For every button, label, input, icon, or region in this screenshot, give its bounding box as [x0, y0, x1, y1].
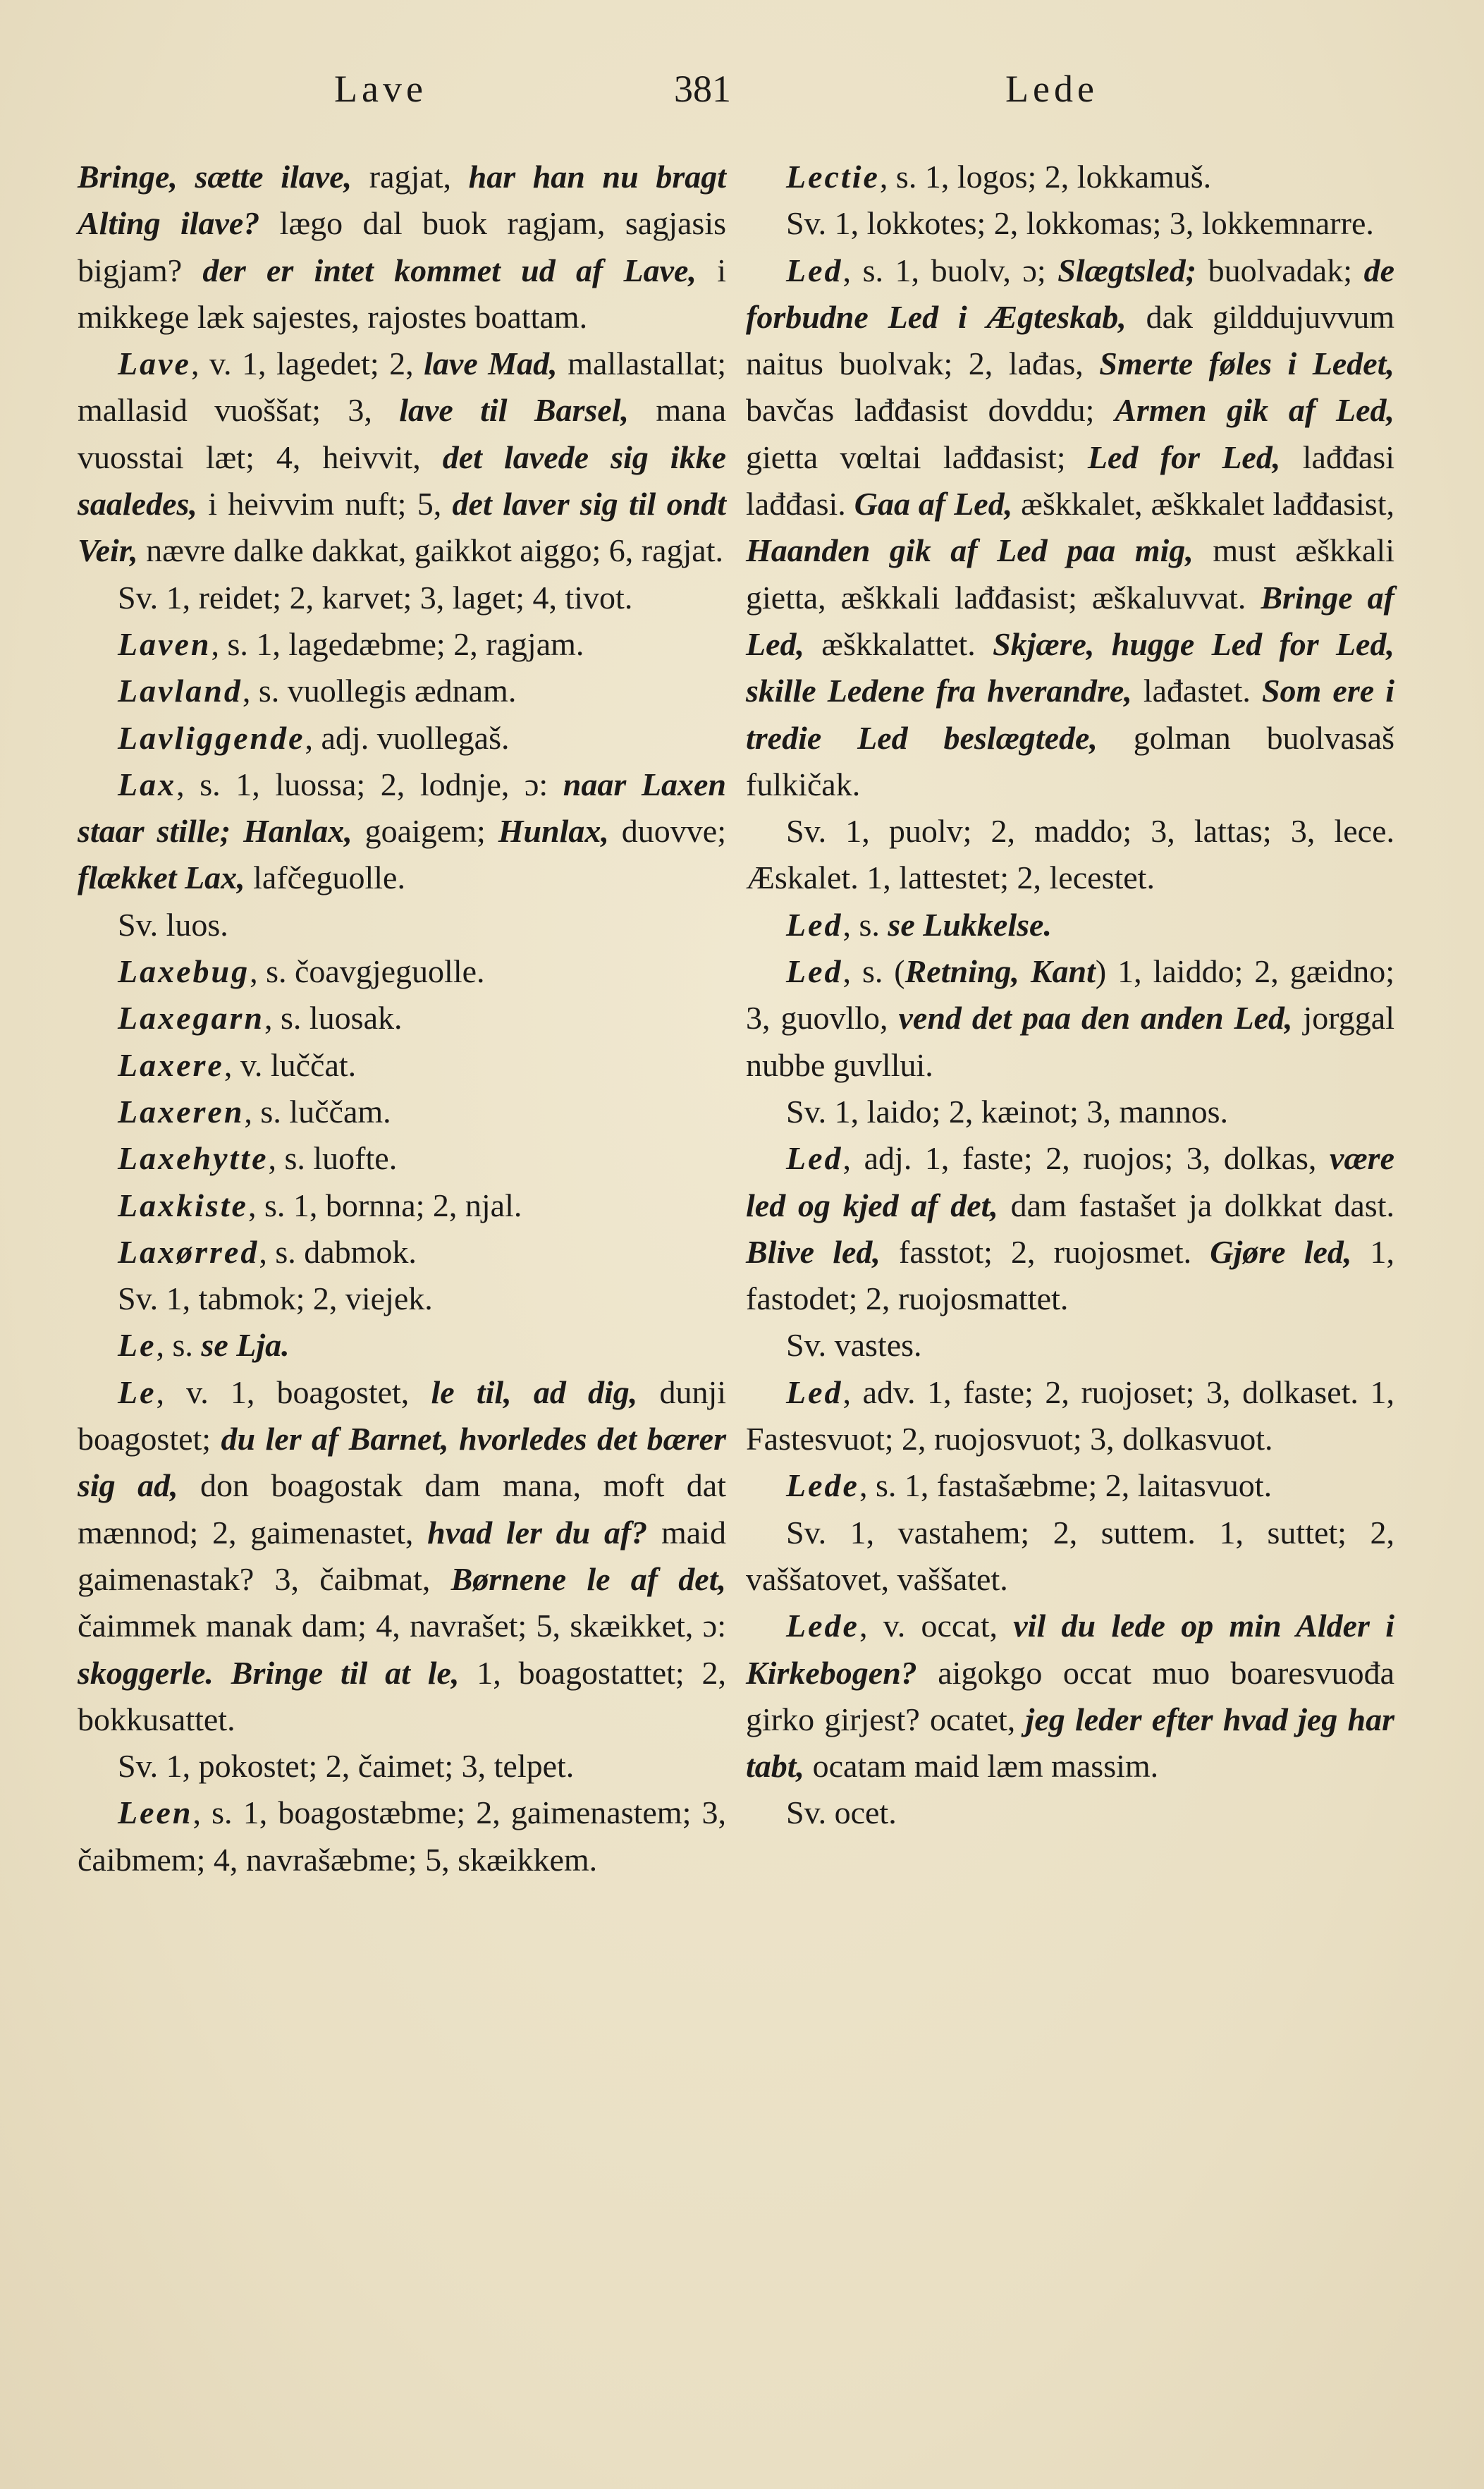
- entry-text: lafčeguolle.: [245, 860, 405, 896]
- dictionary-entry: [746, 1462, 1394, 1509]
- dictionary-entry: [746, 247, 1394, 809]
- italic-phrase: Hunlax,: [498, 813, 609, 850]
- dictionary-entry: [78, 1042, 726, 1089]
- entry-text: jorggal nubbe guvllui.: [746, 1000, 1394, 1083]
- dictionary-entry: [746, 948, 1394, 1089]
- italic-phrase: se Lja.: [201, 1327, 290, 1364]
- italic-phrase: Bringe af Led,: [746, 579, 1394, 662]
- entry-text: Sv. 1, tabmok; 2, viejek.: [118, 1280, 433, 1317]
- dictionary-entry: [78, 1276, 726, 1322]
- italic-phrase: naar Laxen staar stille;: [78, 766, 726, 850]
- header-left-guide-word: Lave: [334, 68, 427, 110]
- entry-text: Sv. 1, lokkotes; 2, lokkomas; 3, lokkemnarre.: [786, 205, 1374, 242]
- entry-text: , s. 1, logos; 2, lokkamuš.: [879, 159, 1212, 195]
- headword: Laxehytte: [118, 1140, 269, 1177]
- headword: Lavliggende: [118, 719, 305, 756]
- entry-text: i heivvim nuft; 5,: [197, 486, 453, 522]
- dictionary-entry: [78, 1089, 726, 1135]
- italic-phrase: le til, ad dig,: [431, 1374, 638, 1410]
- entry-text: 1, boagostattet; 2, bokkusattet.: [78, 1654, 727, 1737]
- right-column: [746, 154, 1394, 1837]
- italic-phrase: Gjøre led,: [1210, 1233, 1352, 1270]
- entry-text: gietta vœltai lađđasist;: [746, 439, 1088, 475]
- entry-text: , s. 1, bornna; 2, njal.: [247, 1187, 522, 1223]
- entry-text: Sv. 1, pokostet; 2, čaimet; 3, telpet.: [118, 1748, 575, 1785]
- entry-text: ) 1, laiddo; 2, gæidno; 3, guovllo,: [746, 953, 1394, 1036]
- entry-text: Sv. luos.: [118, 906, 228, 943]
- italic-phrase: flækket Lax,: [78, 860, 245, 896]
- entry-text: , adv. 1, faste; 2, ruojoset; 3, dolkaset. 1, Fastesvuot; 2, ruojosvuot; 3, dolkasvuot.: [746, 1374, 1394, 1457]
- dictionary-entry: [78, 1229, 726, 1276]
- entry-text: , s. 1, boagostæbme; 2, gaimenastem; 3, čaibmem; 4, navrašæbme; 5, skæikkem.: [78, 1794, 726, 1878]
- headword: Lede: [786, 1608, 859, 1644]
- entry-text: , s. vuollegis ædnam.: [242, 673, 517, 709]
- italic-phrase: du ler af Barnet, hvorledes det bærer sig ad,: [78, 1421, 727, 1504]
- italic-phrase: Retning, Kant: [904, 953, 1096, 990]
- italic-phrase: Armen gik af Led,: [1115, 392, 1394, 429]
- entry-text: [214, 1655, 231, 1691]
- entry-text: , s. 1, lagedæbme; 2, ragjam.: [211, 625, 584, 662]
- entry-text: lađastet.: [1132, 673, 1262, 709]
- italic-phrase: Børnene le af det,: [450, 1560, 726, 1597]
- dictionary-entry: [746, 200, 1394, 247]
- headword: Laxeren: [118, 1093, 245, 1130]
- dictionary-entry: [78, 575, 726, 621]
- entry-text: Sv. vastes.: [786, 1327, 922, 1364]
- dictionary-entry: [78, 621, 726, 668]
- dictionary-entry: [746, 1510, 1394, 1603]
- entry-text: [231, 813, 243, 849]
- headword: Lave: [118, 345, 191, 382]
- entry-text: , s. dabmok.: [259, 1233, 417, 1270]
- italic-phrase: det lavede sig ikke saaledes,: [78, 439, 726, 522]
- entry-text: Sv. 1, puolv; 2, maddo; 3, lattas; 3, lece. Æskalet. 1, lattestet; 2, lecestet.: [746, 813, 1394, 896]
- italic-phrase: lave til Barsel,: [399, 392, 630, 429]
- italic-phrase: skoggerle.: [78, 1654, 214, 1691]
- headword: Laxørred: [118, 1233, 259, 1270]
- entry-text: fasstot; 2, ruojosmet.: [880, 1233, 1210, 1270]
- entry-text: aigokgo occat muo boaresvuođa girko girjest? ocatet,: [746, 1654, 1394, 1737]
- italic-phrase: Blive led,: [746, 1233, 881, 1270]
- entry-text: æškkalattet.: [804, 625, 993, 662]
- dictionary-entry: [746, 1603, 1394, 1790]
- entry-text: , s. 1, buolv, ɔ;: [842, 252, 1058, 288]
- header-right-guide-word: Lede: [1005, 68, 1098, 110]
- entry-text: Sv. ocet.: [786, 1794, 897, 1831]
- italic-phrase: vend det paa den anden Led,: [898, 1000, 1293, 1036]
- headword: Laven: [118, 625, 211, 662]
- page-number: 381: [674, 68, 731, 110]
- entry-text: , s. (: [842, 953, 905, 990]
- italic-phrase: har han nu bragt Alting ilave?: [78, 159, 727, 242]
- dictionary-entry: [78, 341, 726, 574]
- running-header: [0, 67, 1484, 123]
- dictionary-entry: [78, 715, 726, 762]
- entry-text: 1, fastodet; 2, ruojosmattet.: [746, 1233, 1395, 1317]
- italic-phrase: Skjære, hugge Led for Led, skille Ledene fra hverandre,: [746, 625, 1394, 709]
- entry-text: mana vuosstai læt; 4, heivvit,: [78, 392, 726, 475]
- entry-text: dak gilddujuvvum naitus buolvak; 2, lađas,: [746, 298, 1394, 382]
- entry-text: Sv. 1, reidet; 2, karvet; 3, laget; 4, tivot.: [118, 579, 633, 616]
- headword: Led: [786, 906, 843, 943]
- headword: Laxere: [118, 1046, 224, 1083]
- italic-phrase: vil du lede op min Alder i Kirkebogen?: [746, 1608, 1394, 1691]
- entry-text: , s. 1, luossa; 2, lodnje, ɔ:: [176, 766, 563, 802]
- italic-phrase: se Lukkelse.: [888, 906, 1052, 943]
- italic-phrase: der er intet kommet ud af Lave,: [202, 252, 697, 288]
- italic-phrase: Smerte føles i Ledet,: [1099, 345, 1394, 382]
- entry-text: bavčas lađđasist dovddu;: [746, 392, 1115, 429]
- entry-text: , s. luččam.: [244, 1093, 391, 1130]
- entry-text: dam fastašet ja dolkkat dast.: [998, 1187, 1394, 1223]
- entry-text: , v. 1, boagostet,: [156, 1374, 431, 1410]
- italic-phrase: Gaa af Led,: [854, 486, 1013, 522]
- entry-text: æškkalet, æškkalet lađđasist,: [1012, 486, 1395, 522]
- dictionary-entry: [746, 1089, 1394, 1135]
- headword: Laxebug: [118, 953, 250, 990]
- entry-text: lægo dal buok ragjam, sagjasis bigjam?: [78, 205, 726, 288]
- entry-text: , s.: [156, 1327, 202, 1364]
- entry-text: , v. occat,: [859, 1608, 1014, 1644]
- dictionary-entry: [78, 668, 726, 714]
- dictionary-entry: [746, 1135, 1394, 1322]
- entry-text: čaimmek manak dam; 4, navrašet; 5, skæikket, ɔ:: [78, 1608, 726, 1644]
- entry-text: , s. čoavgjeguolle.: [250, 953, 485, 990]
- italic-phrase: Led for Led,: [1087, 439, 1281, 475]
- italic-phrase: Hanlax,: [243, 813, 352, 850]
- entry-text: maid gaimenastak? 3, čaibmat,: [78, 1514, 726, 1597]
- dictionary-entry: [78, 1135, 726, 1182]
- entry-text: Sv. 1, vastahem; 2, suttem. 1, suttet; 2, vaššatovet, vaššatet.: [746, 1514, 1394, 1597]
- italic-phrase: jeg leder efter hvad jeg har tabt,: [746, 1701, 1394, 1785]
- italic-phrase: Bringe til at le,: [231, 1654, 460, 1691]
- dictionary-entry: [78, 948, 726, 995]
- headword: Laxkiste: [118, 1187, 248, 1223]
- entry-text: Sv. 1, laido; 2, kæinot; 3, mannos.: [786, 1093, 1228, 1130]
- dictionary-entry: [78, 1790, 726, 1883]
- italic-phrase: Som ere i tredie Led beslægtede,: [746, 673, 1394, 756]
- entry-text: duovve;: [608, 813, 726, 850]
- entry-text: goaigem;: [352, 813, 498, 850]
- entry-text: , v. 1, lagedet; 2,: [190, 345, 424, 382]
- dictionary-entry: [78, 902, 726, 948]
- dictionary-entry: [746, 902, 1394, 948]
- headword: Lectie: [786, 159, 880, 195]
- entry-text: buolvadak;: [1196, 252, 1364, 288]
- italic-phrase: de forbudne Led i Ægteskab,: [746, 252, 1394, 335]
- italic-phrase: det laver sig til ondt Veir,: [78, 486, 726, 569]
- entry-text: must æškkali gietta, æškkali lađđasist; æškaluvvat.: [746, 532, 1394, 616]
- entry-text: , s. luosak.: [264, 1000, 403, 1036]
- entry-text: don boagostak dam mana, moft dat mænnod; 2, gaimenastet,: [78, 1467, 727, 1551]
- headword: Led: [786, 1374, 843, 1410]
- headword: Laxegarn: [118, 1000, 264, 1036]
- entry-text: i mikkege læk sajestes, rajostes boattam.: [78, 252, 726, 335]
- dictionary-entry: [78, 1743, 726, 1790]
- entry-text: , s. luofte.: [268, 1140, 398, 1177]
- left-column: [78, 154, 726, 1883]
- headword: Led: [786, 953, 843, 990]
- headword: Lavland: [118, 673, 243, 709]
- entry-text: , adj. vuollegaš.: [305, 719, 510, 756]
- italic-phrase: Slægtsled;: [1057, 252, 1197, 288]
- entry-text: , s. 1, fastašæbme; 2, laitasvuot.: [859, 1467, 1273, 1504]
- entry-text: dunji boagostet;: [78, 1374, 727, 1457]
- headword: Lede: [786, 1467, 859, 1504]
- dictionary-entry: [746, 808, 1394, 902]
- entry-text: ragjat,: [352, 159, 469, 195]
- italic-phrase: lave Mad,: [424, 345, 558, 382]
- entry-text: , v. luččat.: [223, 1046, 357, 1083]
- entry-text: , adj. 1, faste; 2, ruojos; 3, dolkas,: [842, 1140, 1330, 1177]
- italic-phrase: Bringe, sætte ilave,: [78, 159, 352, 195]
- headword: Le: [118, 1327, 157, 1364]
- italic-phrase: være led og kjed af det,: [746, 1140, 1394, 1223]
- italic-phrase: Haanden gik af Led paa mig,: [746, 532, 1194, 569]
- dictionary-entry: [78, 1369, 726, 1743]
- entry-text: mallastallat; mallasid vuoššat; 3,: [78, 345, 727, 429]
- entry-text: golman buolvasaš fulkičak.: [746, 719, 1394, 802]
- dictionary-entry: [78, 1182, 726, 1229]
- headword: Led: [786, 1140, 843, 1177]
- entry-text: , s.: [842, 906, 888, 943]
- dictionary-entry: [78, 154, 726, 341]
- entry-text: nævre dalke dakkat, gaikkot aiggo; 6, ragjat.: [137, 532, 723, 569]
- dictionary-entry: [78, 1322, 726, 1369]
- dictionary-entry: [746, 1369, 1394, 1463]
- headword: Le: [118, 1374, 157, 1410]
- dictionary-entry: [746, 1790, 1394, 1836]
- headword: Led: [786, 252, 843, 288]
- italic-phrase: hvad ler du af?: [427, 1514, 648, 1551]
- entry-text: lađđasi lađđasi.: [746, 439, 1394, 522]
- entry-text: ocatam maid læm massim.: [804, 1748, 1159, 1785]
- headword: Leen: [118, 1794, 193, 1831]
- dictionary-entry: [78, 995, 726, 1041]
- dictionary-entry: [746, 1322, 1394, 1369]
- dictionary-entry: [78, 762, 726, 902]
- dictionary-entry: [746, 154, 1394, 200]
- headword: Lax: [118, 766, 177, 802]
